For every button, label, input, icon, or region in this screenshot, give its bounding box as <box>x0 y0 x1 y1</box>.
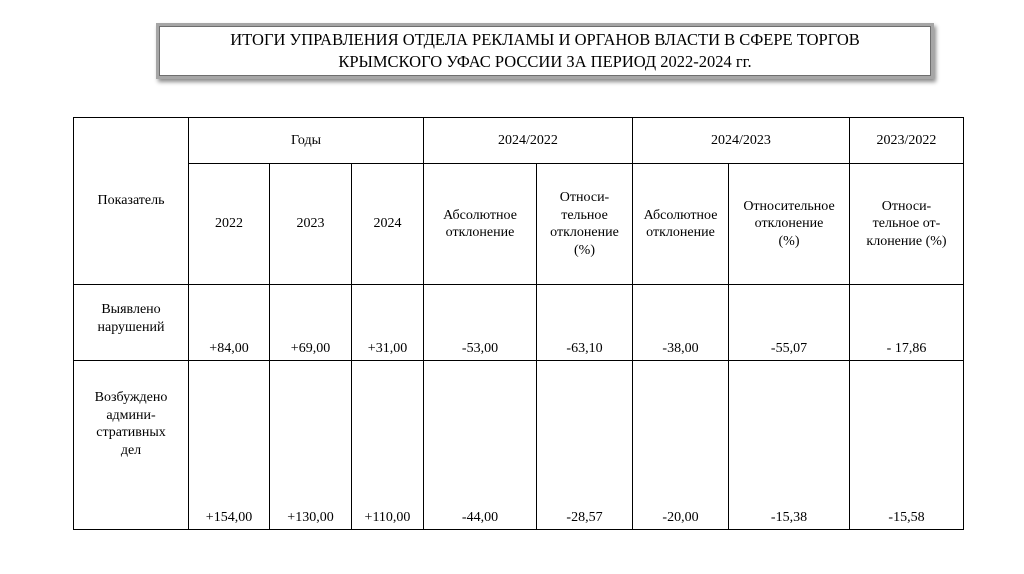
table-row <box>74 361 964 530</box>
header-group-2024-2022: 2024/2022 <box>424 118 633 164</box>
cell-rel-2024-2022: -63,10 <box>537 285 633 361</box>
header-abs-2024-2022: Абсолютное отклонение <box>424 164 537 285</box>
header-rel-2023-2022: Относи- тельное от- клонение (%) <box>850 164 964 285</box>
header-group-2024-2023: 2024/2023 <box>633 118 850 164</box>
cell-2023: +69,00 <box>270 285 352 361</box>
cell-abs-2024-2022: -53,00 <box>424 285 537 361</box>
header-rel-2024-2022: Относи- тельное отклонение (%) <box>537 164 633 285</box>
header-indicator: Показатель <box>74 118 189 285</box>
header-abs-2024-2023: Абсолютное отклонение <box>633 164 729 285</box>
header-year-2024: 2024 <box>352 164 424 285</box>
table-row <box>74 285 964 361</box>
table-header-row-1 <box>74 118 964 164</box>
row-label-violations: Выявлено нарушений <box>74 285 189 361</box>
title-line-1: ИТОГИ УПРАВЛЕНИЯ ОТДЕЛА РЕКЛАМЫ И ОРГАНОВ ВЛАСТИ В СФЕРЕ ТОРГОВ <box>230 30 860 49</box>
title-line-2: КРЫМСКОГО УФАС РОССИИ ЗА ПЕРИОД 2022-2024 гг. <box>338 52 752 71</box>
cell-rel-2024-2023: -15,38 <box>729 361 850 530</box>
header-rel-2024-2023: Относительное отклонение (%) <box>729 164 850 285</box>
results-table <box>73 117 964 530</box>
cell-rel-2024-2023: -55,07 <box>729 285 850 361</box>
slide-title <box>156 23 934 79</box>
cell-2022: +84,00 <box>189 285 270 361</box>
header-group-2023-2022: 2023/2022 <box>850 118 964 164</box>
cell-rel-2023-2022: - 17,86 <box>850 285 964 361</box>
cell-rel-2024-2022: -28,57 <box>537 361 633 530</box>
header-years-group: Годы <box>189 118 424 164</box>
cell-rel-2023-2022: -15,58 <box>850 361 964 530</box>
header-year-2022: 2022 <box>189 164 270 285</box>
cell-2022: +154,00 <box>189 361 270 530</box>
cell-abs-2024-2023: -20,00 <box>633 361 729 530</box>
row-label-admin-cases: Возбуждено админи- стративных дел <box>74 361 189 530</box>
cell-2024: +110,00 <box>352 361 424 530</box>
header-year-2023: 2023 <box>270 164 352 285</box>
table-header-row-2 <box>74 164 964 285</box>
cell-abs-2024-2022: -44,00 <box>424 361 537 530</box>
cell-2024: +31,00 <box>352 285 424 361</box>
cell-2023: +130,00 <box>270 361 352 530</box>
cell-abs-2024-2023: -38,00 <box>633 285 729 361</box>
